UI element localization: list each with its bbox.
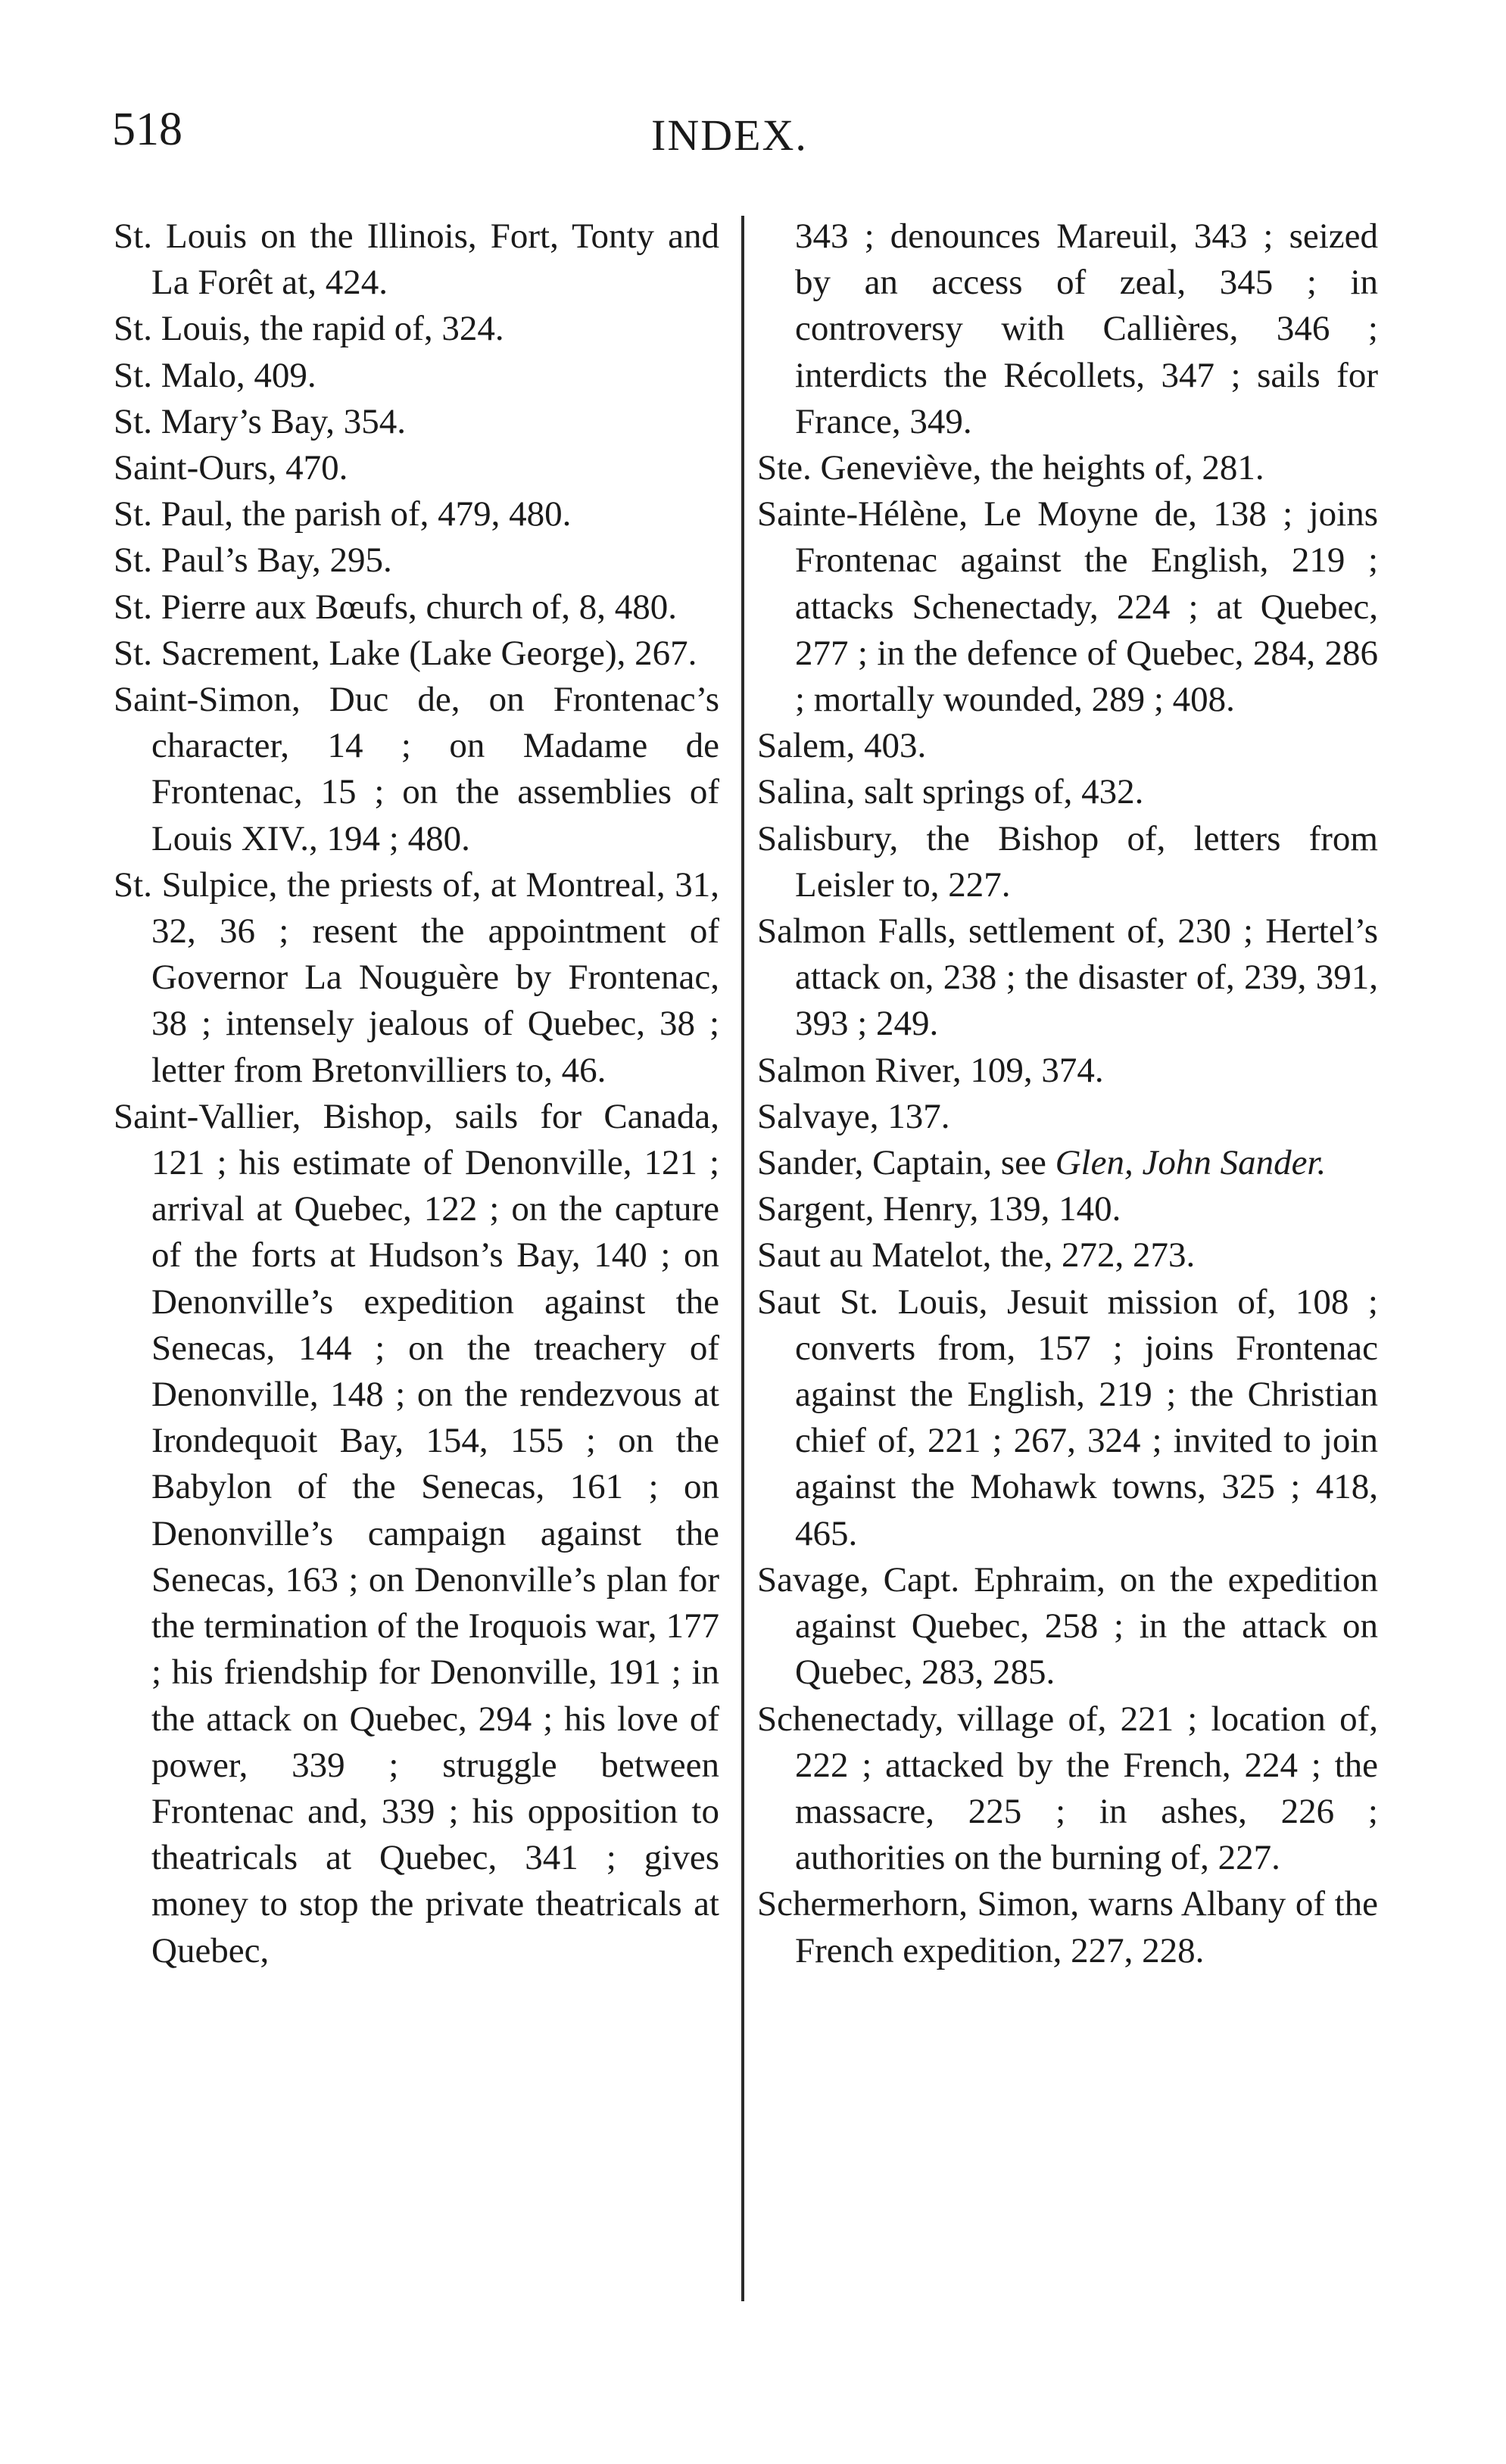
- index-entry: Saint-Simon, Duc de, on Frontenac’s character, 14 ; on Madame de Frontenac, 15 ; on the assemblies of Louis XIV., 194 ; 480.: [114, 680, 719, 858]
- index-entry: St. Paul’s Bay, 295.: [114, 540, 392, 581]
- index-entry: Schenectady, village of, 221 ; location of, 222 ; attacked by the French, 224 ; the massacre, 225 ; in ashes, 226 ; authorities on the burning of, 227.: [757, 1699, 1378, 1878]
- index-entry: St. Sacrement, Lake (Lake George), 267.: [114, 633, 697, 673]
- index-entry: Salmon Falls, settlement of, 230 ; Hertel’s attack on, 238 ; the disaster of, 239, 391, 393 ; 249.: [757, 911, 1378, 1044]
- running-head: INDEX.: [651, 111, 808, 160]
- index-entry: Sargent, Henry, 139, 140.: [757, 1189, 1121, 1229]
- cross-reference: Glen, John Sander.: [1055, 1143, 1327, 1183]
- index-entry: St. Paul, the parish of, 479, 480.: [114, 494, 572, 534]
- index-entry: Salina, salt springs of, 432.: [757, 772, 1144, 812]
- index-entry: Sainte-Hélène, Le Moyne de, 138 ; joins Frontenac against the English, 219 ; attacks Schenectady, 224 ; at Quebec, 277 ; in the defence of Quebec, 284, 286 ; mortally wounded, 289 ; 408.: [757, 494, 1378, 720]
- page-number: 518: [112, 104, 182, 155]
- index-entry: St. Louis, the rapid of, 324.: [114, 309, 504, 349]
- index-entry: St. Mary’s Bay, 354.: [114, 401, 407, 441]
- index-entry: Salvaye, 137.: [757, 1096, 950, 1136]
- index-entry: Ste. Geneviève, the heights of, 281.: [757, 448, 1264, 488]
- column-divider: [741, 216, 744, 2301]
- index-entry: Salisbury, the Bishop of, letters from Leisler to, 227.: [757, 818, 1378, 905]
- index-entry: Saint-Vallier, Bishop, sails for Canada, 121 ; his estimate of Denonville, 121 ; arrival at Quebec, 122 ; on the capture of the forts at Hudson’s Bay, 140 ; on Denonville’s expedition against the Senecas, 144 ; on the treachery of Denonville, 148 ; on the rendezvous at Irondequoit Bay, 154, 155 ; on the Babylon of the Senecas, 161 ; on Denonville’s campaign against the Senecas, 163 ; on Denonville’s plan for the termination of the Iroquois war, 177 ; his friendship for Denonville, 191 ; in the attack on Quebec, 294 ; his love of power, 339 ; struggle between Frontenac and, 339 ; his opposition to theatricals at Quebec, 341 ; gives money to stop the private theatricals at Quebec,: [114, 1096, 719, 1970]
- index-entry-text: Sander, Captain, see: [757, 1143, 1055, 1183]
- index-entry: Saint-Ours, 470.: [114, 448, 348, 488]
- index-entry: St. Pierre aux Bœufs, church of, 8, 480.: [114, 587, 678, 627]
- index-entry: Salem, 403.: [757, 726, 927, 766]
- index-entry: St. Sulpice, the priests of, at Montreal, 31, 32, 36 ; resent the appointment of Governor La Nouguère by Frontenac, 38 ; intensely jealous of Quebec, 38 ; letter from Bretonvilliers to, 46.: [114, 864, 719, 1090]
- index-entry: Saut St. Louis, Jesuit mission of, 108 ; converts from, 157 ; joins Frontenac against the English, 219 ; the Christian chief of, 221 ; 267, 324 ; invited to join against the Mohawk towns, 325 ; 418, 465.: [757, 1282, 1378, 1553]
- index-entry-continuation: 343 ; denounces Mareuil, 343 ; seized by an access of zeal, 345 ; in controversy with Callières, 346 ; interdicts the Récollets, 347 ; sails for France, 349.: [795, 216, 1378, 441]
- index-entry: Salmon River, 109, 374.: [757, 1050, 1104, 1090]
- index-entry: Schermerhorn, Simon, warns Albany of the French expedition, 227, 228.: [757, 1884, 1378, 1970]
- index-column-right: [757, 213, 1378, 1974]
- index-column-left: [114, 213, 719, 1974]
- index-entry: [757, 1140, 1378, 1186]
- index-entry: St. Malo, 409.: [114, 355, 316, 395]
- index-entry: St. Louis on the Illinois, Fort, Tonty and La Forêt at, 424.: [114, 216, 719, 303]
- index-entry: Saut au Matelot, the, 272, 273.: [757, 1235, 1196, 1276]
- index-entry: Savage, Capt. Ephraim, on the expedition against Quebec, 258 ; in the attack on Quebec, 283, 285.: [757, 1559, 1378, 1693]
